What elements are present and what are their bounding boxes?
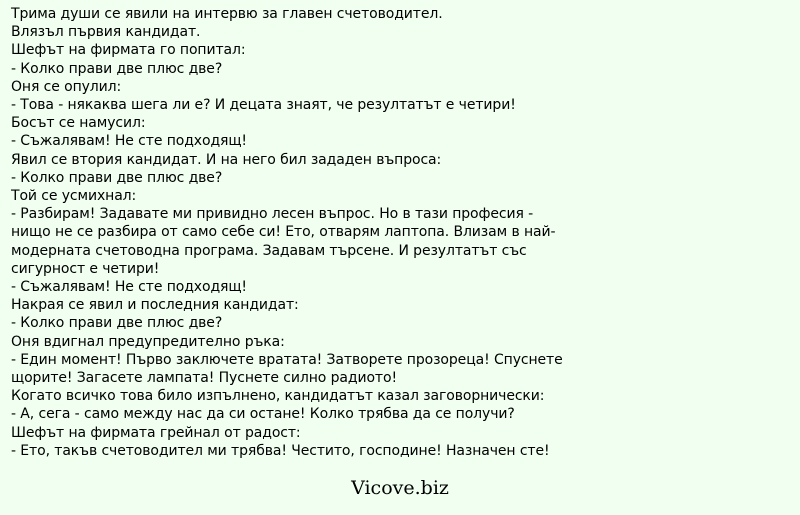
- joke-line: Накрая се явил и последния кандидат:: [11, 297, 299, 314]
- joke-line: - Съжалявам! Не сте подходящ!: [11, 279, 247, 296]
- joke-line: - Колко прави две плюс две?: [11, 315, 223, 332]
- joke-line: Шефът на фирмата грейнал от радост:: [11, 424, 301, 441]
- joke-line: Оня вдигнал предупредително ръка:: [11, 333, 285, 350]
- joke-text: [11, 5, 571, 460]
- joke-line: Явил се втория кандидат. И на него бил зададен въпроса:: [11, 151, 442, 168]
- joke-line: Трима души се явили на интервю за главен счетоводител.: [11, 6, 443, 22]
- joke-line: - Това - някаква шега ли е? И децата знаят, че резултатът е четири!: [11, 97, 516, 114]
- joke-line: Шефът на фирмата го попитал:: [11, 42, 246, 59]
- joke-line: Оня се опулил:: [11, 78, 122, 95]
- joke-line: - Ето, такъв счетоводител ми трябва! Честито, господине! Назначен сте!: [11, 442, 550, 459]
- joke-line: - Съжалявам! Не сте подходящ!: [11, 133, 247, 150]
- joke-line: - Един момент! Първо заключете вратата! Затворете прозореца! Спуснете щорите! Загасете лампата! Пуснете силно радиото!: [11, 351, 563, 387]
- site-footer-watermark: Vicove.biz: [351, 477, 449, 499]
- joke-line: - Колко прави две плюс две?: [11, 60, 223, 77]
- joke-line: Влязъл първия кандидат.: [11, 24, 201, 41]
- joke-line: - Колко прави две плюс две?: [11, 169, 223, 186]
- joke-line: - Разбирам! Задавате ми привидно лесен въпрос. Но в тази професия - нищо не се разбира от само себе си! Ето, отварям лаптопа. Влизам в най-модерната счетоводна програма. Задавам търсене. И резултатът със сигурност е четири!: [11, 206, 556, 277]
- joke-line: Той се усмихнал:: [11, 188, 137, 205]
- joke-line: - А, сега - само между нас да си остане! Колко трябва да се получи?: [11, 406, 515, 423]
- joke-line: Босът се намусил:: [11, 115, 146, 132]
- joke-line: Когато всичко това било изпълнено, кандидатът казал заговорнически:: [11, 388, 545, 405]
